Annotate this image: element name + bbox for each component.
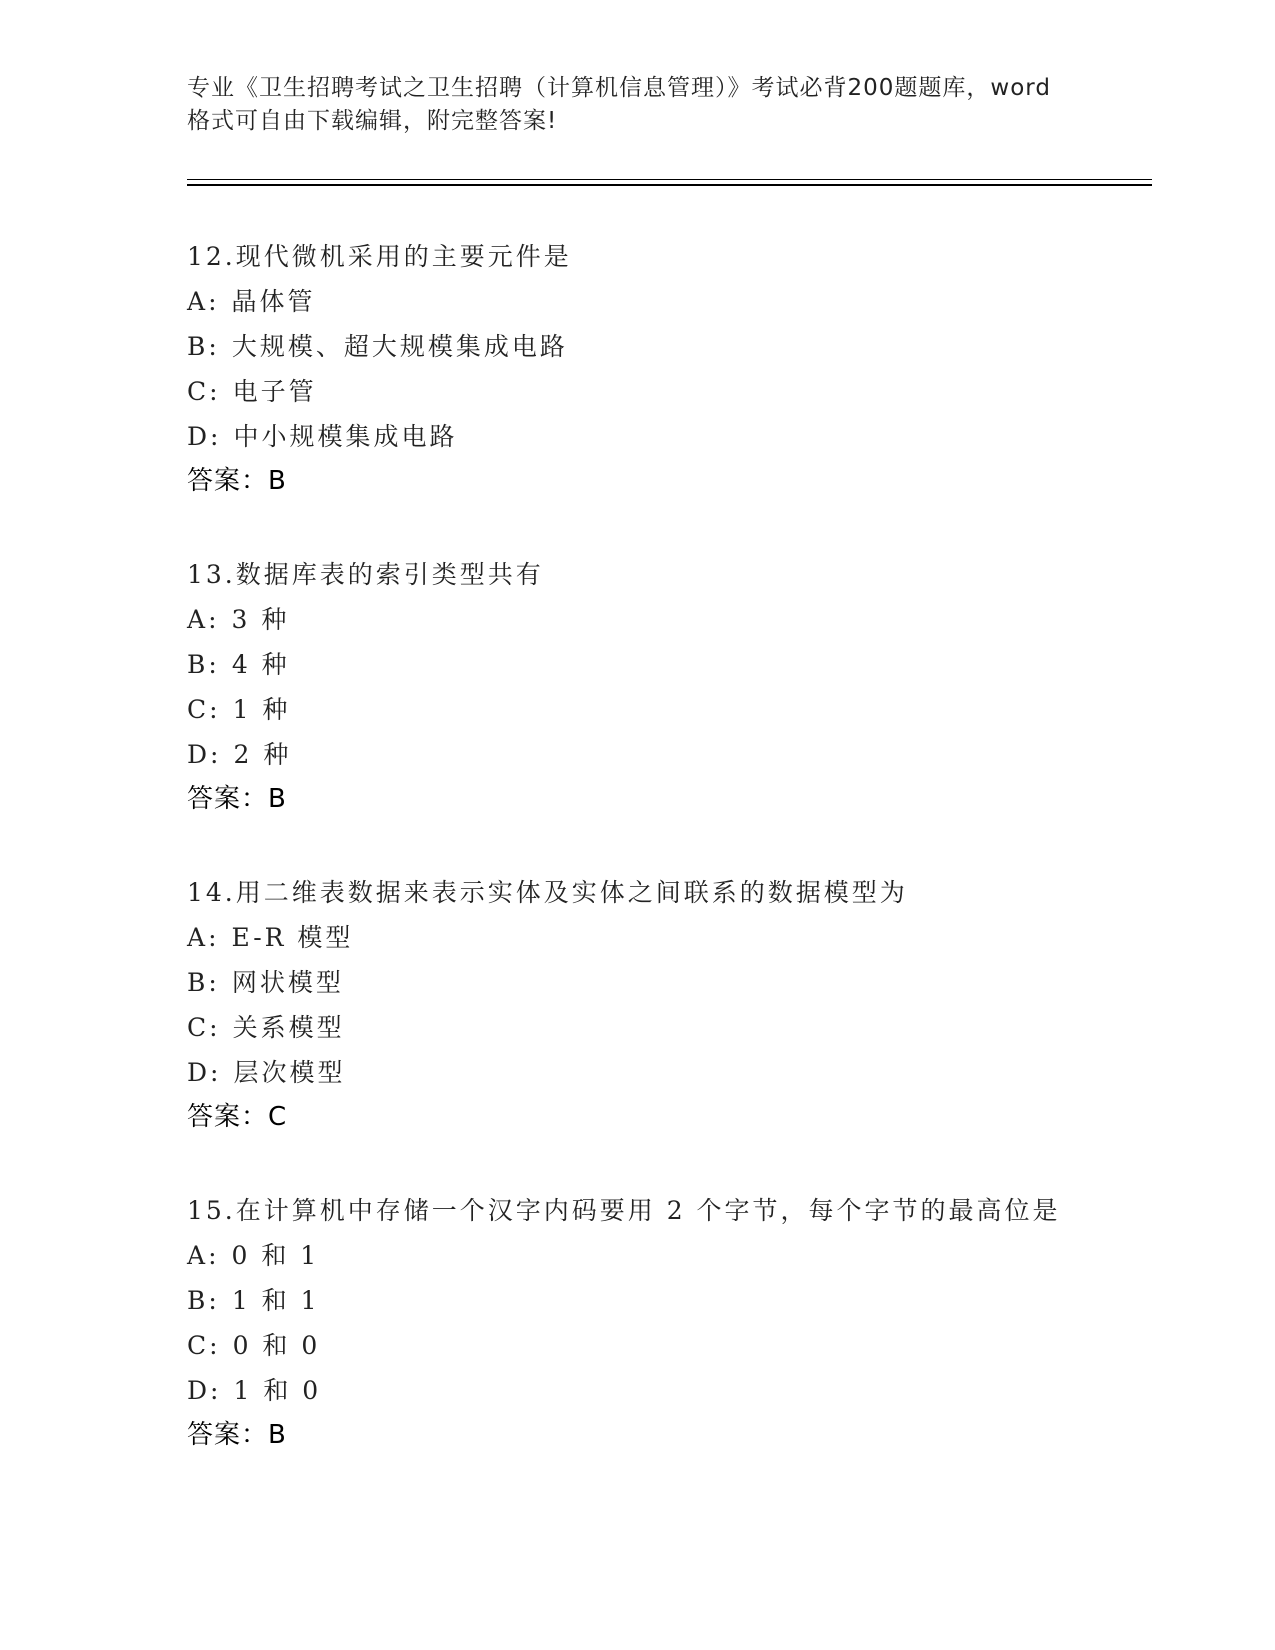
option-separator: : <box>208 923 220 952</box>
option-separator: : <box>208 968 220 997</box>
option-separator: : <box>210 422 222 451</box>
header-divider-thick <box>187 184 1152 186</box>
option-letter: A <box>187 923 209 952</box>
option-separator: : <box>210 1058 222 1087</box>
answer-line: 答案：B <box>187 1420 287 1450</box>
option-separator: : <box>209 377 221 406</box>
option-text: E-R 模型 <box>231 923 354 952</box>
answer-line: 答案：C <box>187 1102 288 1132</box>
option-text: 大规模、超大规模集成电路 <box>231 332 568 361</box>
option-text: 中小规模集成电路 <box>233 422 458 451</box>
question-15 <box>187 1188 1167 1458</box>
option-text: 0 和 0 <box>232 1331 321 1360</box>
option-separator: : <box>208 605 220 634</box>
option-separator: : <box>210 1376 222 1405</box>
option-letter: D <box>187 422 211 451</box>
question-title: 13.数据库表的索引类型共有 <box>187 560 544 589</box>
option-separator: : <box>208 287 220 316</box>
header-line-2: 格式可自由下载编辑，附完整答案! <box>187 108 558 134</box>
header-line-1: 专业《卫生招聘考试之卫生招聘（计算机信息管理）》考试必背200题题库，word <box>187 75 1051 101</box>
option-separator: : <box>208 650 220 679</box>
option-d <box>187 732 1167 777</box>
option-a <box>187 1233 1167 1278</box>
option-text: 电子管 <box>232 377 317 406</box>
option-letter: B <box>187 1286 209 1315</box>
option-letter: B <box>187 332 209 361</box>
option-a <box>187 279 1167 324</box>
document-header <box>187 72 1087 138</box>
question-12 <box>187 234 1167 504</box>
question-13 <box>187 552 1167 822</box>
option-letter: D <box>187 1376 211 1405</box>
option-letter: C <box>187 695 210 724</box>
option-b <box>187 960 1167 1005</box>
option-text: 晶体管 <box>231 287 316 316</box>
option-d <box>187 1368 1167 1413</box>
option-separator: : <box>209 695 221 724</box>
question-title: 15.在计算机中存储一个汉字内码要用 2 个字节，每个字节的最高位是 <box>187 1196 1061 1225</box>
option-c <box>187 1005 1167 1050</box>
option-text: 4 种 <box>231 650 290 679</box>
option-letter: B <box>187 968 209 997</box>
question-title: 14.用二维表数据来表示实体及实体之间联系的数据模型为 <box>187 878 908 907</box>
answer-line: 答案：B <box>187 784 287 814</box>
option-letter: D <box>187 740 211 769</box>
answer-line: 答案：B <box>187 466 287 496</box>
option-letter: D <box>187 1058 211 1087</box>
option-text: 层次模型 <box>233 1058 346 1087</box>
option-separator: : <box>210 740 222 769</box>
option-text: 0 和 1 <box>231 1241 320 1270</box>
option-letter: C <box>187 377 210 406</box>
option-text: 1 和 1 <box>231 1286 320 1315</box>
option-letter: C <box>187 1331 210 1360</box>
option-letter: A <box>187 1241 209 1270</box>
option-separator: : <box>208 1241 220 1270</box>
option-text: 3 种 <box>231 605 290 634</box>
option-text: 网状模型 <box>231 968 344 997</box>
option-separator: : <box>208 1286 220 1315</box>
option-c <box>187 1323 1167 1368</box>
option-a <box>187 915 1167 960</box>
option-a <box>187 597 1167 642</box>
option-b <box>187 642 1167 687</box>
option-b <box>187 1278 1167 1323</box>
question-title: 12.现代微机采用的主要元件是 <box>187 242 572 271</box>
option-d <box>187 1050 1167 1095</box>
option-c <box>187 369 1167 414</box>
option-text: 关系模型 <box>232 1013 345 1042</box>
option-separator: : <box>208 332 220 361</box>
option-text: 1 种 <box>232 695 291 724</box>
option-separator: : <box>209 1013 221 1042</box>
option-separator: : <box>209 1331 221 1360</box>
question-14 <box>187 870 1167 1140</box>
option-d <box>187 414 1167 459</box>
option-b <box>187 324 1167 369</box>
header-divider-thin <box>187 179 1152 180</box>
option-c <box>187 687 1167 732</box>
option-letter: A <box>187 605 209 634</box>
option-text: 2 种 <box>233 740 292 769</box>
option-letter: A <box>187 287 209 316</box>
option-letter: C <box>187 1013 210 1042</box>
option-text: 1 和 0 <box>233 1376 322 1405</box>
option-letter: B <box>187 650 209 679</box>
